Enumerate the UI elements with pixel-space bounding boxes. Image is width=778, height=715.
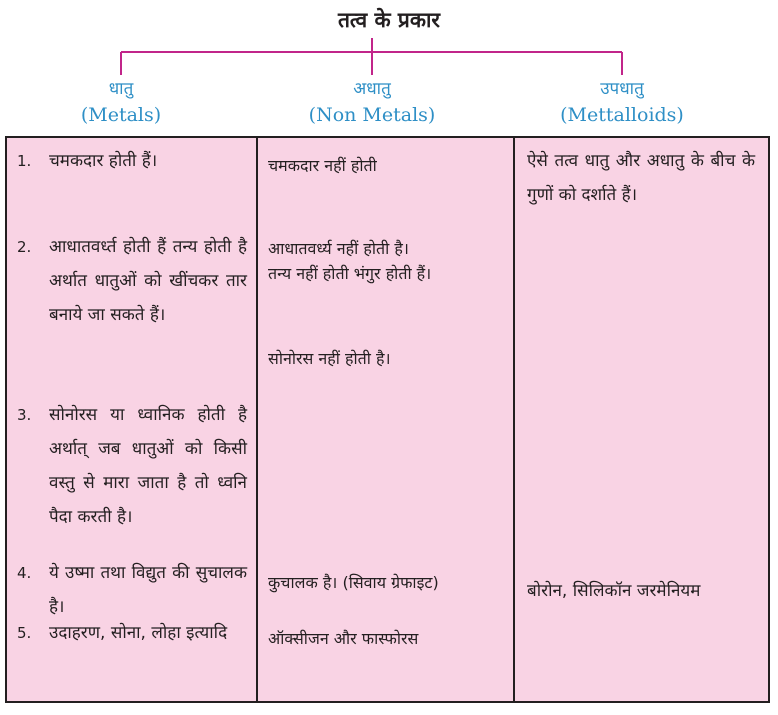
metal-number-3: 3. <box>17 406 32 424</box>
metal-number-4: 4. <box>17 564 32 582</box>
metal-number-5: 5. <box>17 624 32 642</box>
metalloids-column <box>515 138 768 701</box>
branch-non-metals <box>252 76 492 128</box>
tree-connector <box>0 0 778 80</box>
non-metal-property-5: कुचालक है। (सिवाय ग्रेफाइट) <box>268 573 439 592</box>
non-metal-property-1: चमकदार नहीं होती <box>268 156 377 175</box>
metal-text-1: चमकदार होती हैं। <box>49 151 158 171</box>
non-metal-property-2: आधातवर्ध्य नहीं होती है। <box>268 239 409 258</box>
metal-text-2: आधातवर्ध्त होती हैं तन्य होती है अर्थात धातुओं को खींचकर तार बनाये जा सकते हैं। <box>49 237 247 325</box>
non-metals-column <box>258 138 515 701</box>
properties-table <box>5 136 770 703</box>
branch-metalloids <box>502 76 742 128</box>
branch-non-metals-english: (Non Metals) <box>308 104 436 126</box>
branch-metalloids-english: (Mettalloids) <box>560 104 684 126</box>
branch-metals <box>1 76 241 128</box>
metal-text-5: उदाहरण, सोना, लोहा इत्यादि <box>49 623 228 643</box>
branch-metals-english: (Metals) <box>80 104 162 126</box>
metal-number-2: 2. <box>17 238 32 256</box>
metalloid-example: बोरोन, सिलिकॉन जरमेनियम <box>527 581 701 601</box>
non-metal-example: ऑक्सीजन और फास्फोरस <box>268 629 419 648</box>
non-metal-property-4: सोनोरस नहीं होती है। <box>268 349 391 368</box>
non-metal-property-3: तन्य नहीं होती भंगुर होती हैं। <box>268 264 432 283</box>
branch-non-metals-hindi: अधातु <box>353 79 391 99</box>
metals-column <box>7 138 258 701</box>
metal-text-3: सोनोरस या ध्वानिक होती है अर्थात् जब धातुओं को किसी वस्तु से मारा जाता है तो ध्वनि पैदा करती है। <box>49 405 247 527</box>
branch-metals-hindi: धातु <box>108 79 134 99</box>
branch-metalloids-hindi: उपधातु <box>600 79 644 99</box>
diagram-title: तत्व के प्रकार <box>337 8 441 32</box>
metal-text-4: ये उष्मा तथा विद्युत की सुचालक है। <box>49 563 247 617</box>
metal-number-1: 1. <box>17 152 32 170</box>
metalloid-description: ऐसे तत्व धातु और अधातु के बीच के गुणों को दर्शाते हैं। <box>527 151 755 205</box>
